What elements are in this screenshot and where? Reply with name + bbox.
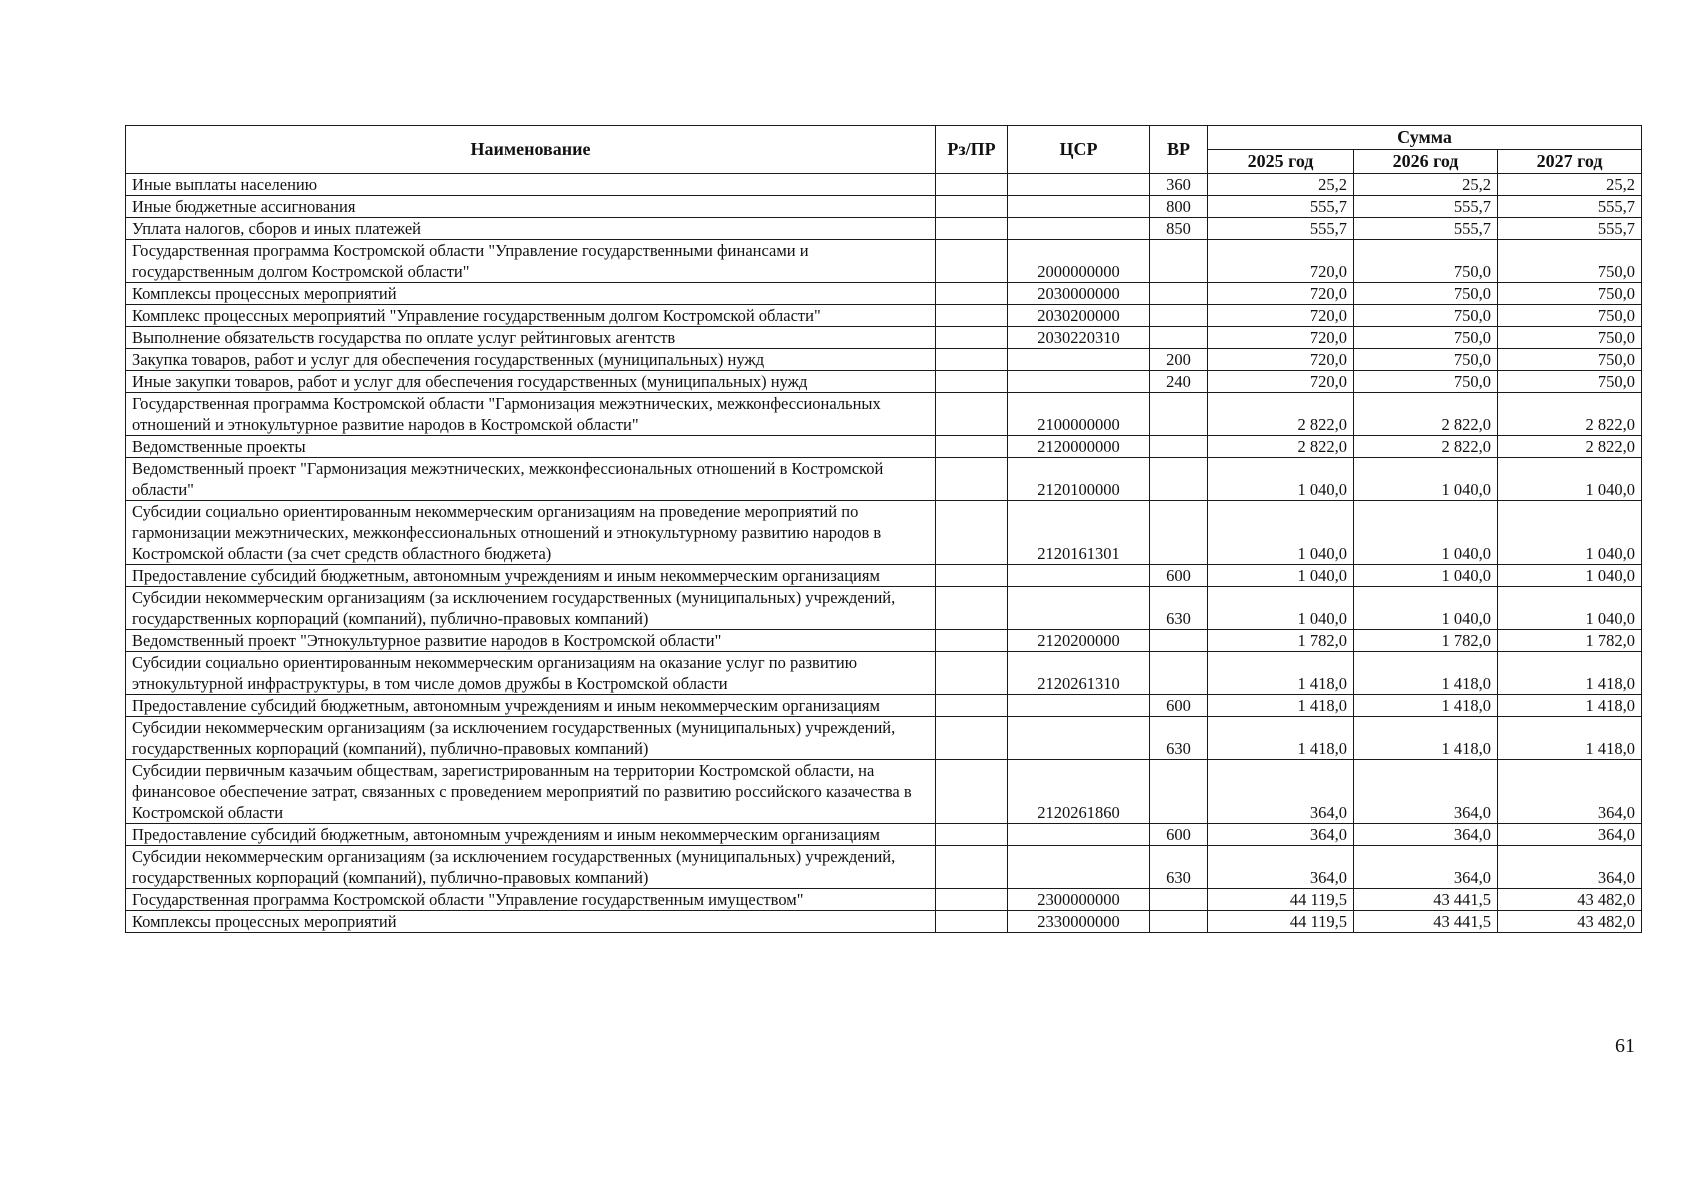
header-vr: ВР [1150, 126, 1208, 174]
cell-rzpr [936, 630, 1008, 652]
cell-2025: 25,2 [1208, 174, 1354, 196]
cell-csr [1008, 218, 1150, 240]
table-row [126, 587, 1642, 630]
cell-name: Выполнение обязательств государства по оплате услуг рейтинговых агентств [126, 327, 936, 349]
table-row [126, 371, 1642, 393]
cell-rzpr [936, 911, 1008, 933]
header-year-2027: 2027 год [1498, 150, 1642, 174]
cell-name: Субсидии социально ориентированным некоммерческим организациям на оказание услуг по развитию этнокультурной инфраструктуры, в том числе домов дружбы в Костромской области [126, 652, 936, 695]
budget-table-wrapper [125, 125, 1641, 933]
cell-2027: 2 822,0 [1498, 393, 1642, 436]
cell-2025: 1 040,0 [1208, 565, 1354, 587]
cell-name: Закупка товаров, работ и услуг для обеспечения государственных (муниципальных) нужд [126, 349, 936, 371]
cell-2025: 1 782,0 [1208, 630, 1354, 652]
cell-csr: 2330000000 [1008, 911, 1150, 933]
cell-vr: 630 [1150, 717, 1208, 760]
cell-2025: 2 822,0 [1208, 436, 1354, 458]
table-row [126, 565, 1642, 587]
cell-name: Субсидии некоммерческим организациям (за исключением государственных (муниципальных) учреждений, государственных корпораций (компаний), публично-правовых компаний) [126, 587, 936, 630]
cell-2027: 1 040,0 [1498, 565, 1642, 587]
cell-name: Ведомственные проекты [126, 436, 936, 458]
header-sum: Сумма [1208, 126, 1642, 150]
cell-2026: 1 418,0 [1354, 652, 1498, 695]
cell-csr: 2120261860 [1008, 760, 1150, 824]
cell-2027: 1 782,0 [1498, 630, 1642, 652]
cell-2025: 2 822,0 [1208, 393, 1354, 436]
table-row [126, 436, 1642, 458]
table-row [126, 911, 1642, 933]
cell-name: Комплексы процессных мероприятий [126, 911, 936, 933]
cell-rzpr [936, 760, 1008, 824]
table-row [126, 695, 1642, 717]
cell-csr: 2030220310 [1008, 327, 1150, 349]
cell-vr: 630 [1150, 587, 1208, 630]
cell-rzpr [936, 501, 1008, 565]
cell-rzpr [936, 695, 1008, 717]
cell-2025: 1 418,0 [1208, 652, 1354, 695]
table-row [126, 283, 1642, 305]
table-row [126, 717, 1642, 760]
cell-csr [1008, 196, 1150, 218]
cell-rzpr [936, 652, 1008, 695]
cell-csr: 2000000000 [1008, 240, 1150, 283]
cell-vr [1150, 652, 1208, 695]
cell-vr: 600 [1150, 565, 1208, 587]
cell-rzpr [936, 283, 1008, 305]
cell-rzpr [936, 458, 1008, 501]
cell-rzpr [936, 717, 1008, 760]
cell-name: Иные закупки товаров, работ и услуг для обеспечения государственных (муниципальных) нужд [126, 371, 936, 393]
table-row [126, 846, 1642, 889]
cell-rzpr [936, 349, 1008, 371]
cell-rzpr [936, 327, 1008, 349]
cell-rzpr [936, 371, 1008, 393]
cell-2026: 750,0 [1354, 283, 1498, 305]
cell-rzpr [936, 436, 1008, 458]
cell-vr: 600 [1150, 824, 1208, 846]
cell-2026: 2 822,0 [1354, 436, 1498, 458]
cell-2027: 1 040,0 [1498, 501, 1642, 565]
cell-2025: 720,0 [1208, 349, 1354, 371]
cell-vr [1150, 327, 1208, 349]
cell-2026: 750,0 [1354, 240, 1498, 283]
cell-2026: 364,0 [1354, 760, 1498, 824]
cell-csr [1008, 824, 1150, 846]
cell-2025: 364,0 [1208, 846, 1354, 889]
cell-csr [1008, 565, 1150, 587]
cell-2027: 1 418,0 [1498, 652, 1642, 695]
cell-csr [1008, 587, 1150, 630]
cell-name: Предоставление субсидий бюджетным, автономным учреждениям и иным некоммерческим организациям [126, 565, 936, 587]
cell-2026: 25,2 [1354, 174, 1498, 196]
table-row [126, 327, 1642, 349]
cell-2027: 750,0 [1498, 305, 1642, 327]
table-row [126, 196, 1642, 218]
cell-name: Государственная программа Костромской области "Управление государственными финансами и государственным долгом Костромской области" [126, 240, 936, 283]
cell-2025: 1 040,0 [1208, 587, 1354, 630]
cell-2025: 555,7 [1208, 196, 1354, 218]
cell-2027: 43 482,0 [1498, 889, 1642, 911]
cell-2026: 750,0 [1354, 349, 1498, 371]
cell-2026: 43 441,5 [1354, 911, 1498, 933]
cell-csr: 2100000000 [1008, 393, 1150, 436]
cell-name: Субсидии социально ориентированным некоммерческим организациям на проведение мероприятий по гармонизации межэтнических, межконфессиональных отношений и этнокультурному развитию народов в Костромской области (за счет средств областного бюджета) [126, 501, 936, 565]
table-row [126, 760, 1642, 824]
cell-2025: 720,0 [1208, 240, 1354, 283]
cell-2026: 364,0 [1354, 824, 1498, 846]
cell-name: Государственная программа Костромской области "Управление государственным имуществом" [126, 889, 936, 911]
cell-2027: 2 822,0 [1498, 436, 1642, 458]
cell-2027: 750,0 [1498, 327, 1642, 349]
cell-rzpr [936, 393, 1008, 436]
cell-csr: 2120200000 [1008, 630, 1150, 652]
cell-2026: 2 822,0 [1354, 393, 1498, 436]
cell-2025: 44 119,5 [1208, 911, 1354, 933]
cell-csr [1008, 371, 1150, 393]
cell-2025: 44 119,5 [1208, 889, 1354, 911]
cell-csr [1008, 349, 1150, 371]
cell-name: Иные бюджетные ассигнования [126, 196, 936, 218]
cell-2026: 555,7 [1354, 218, 1498, 240]
cell-2027: 750,0 [1498, 371, 1642, 393]
cell-2026: 43 441,5 [1354, 889, 1498, 911]
cell-2025: 720,0 [1208, 283, 1354, 305]
cell-2025: 720,0 [1208, 327, 1354, 349]
cell-csr [1008, 846, 1150, 889]
table-body [126, 174, 1642, 933]
cell-csr [1008, 717, 1150, 760]
cell-2027: 25,2 [1498, 174, 1642, 196]
cell-2027: 750,0 [1498, 283, 1642, 305]
cell-rzpr [936, 846, 1008, 889]
table-row [126, 393, 1642, 436]
header-year-2026: 2026 год [1354, 150, 1498, 174]
cell-name: Субсидии некоммерческим организациям (за исключением государственных (муниципальных) учреждений, государственных корпораций (компаний), публично-правовых компаний) [126, 846, 936, 889]
cell-2026: 1 418,0 [1354, 695, 1498, 717]
cell-2026: 1 040,0 [1354, 587, 1498, 630]
cell-rzpr [936, 196, 1008, 218]
cell-2027: 555,7 [1498, 218, 1642, 240]
cell-2025: 1 040,0 [1208, 458, 1354, 501]
cell-rzpr [936, 305, 1008, 327]
cell-name: Предоставление субсидий бюджетным, автономным учреждениям и иным некоммерческим организациям [126, 824, 936, 846]
cell-csr: 2030000000 [1008, 283, 1150, 305]
cell-name: Уплата налогов, сборов и иных платежей [126, 218, 936, 240]
cell-csr: 2120000000 [1008, 436, 1150, 458]
cell-2027: 364,0 [1498, 846, 1642, 889]
cell-2027: 750,0 [1498, 349, 1642, 371]
header-year-2025: 2025 год [1208, 150, 1354, 174]
cell-name: Комплекс процессных мероприятий "Управление государственным долгом Костромской области" [126, 305, 936, 327]
cell-name: Субсидии первичным казачьим обществам, зарегистрированным на территории Костромской области, на финансовое обеспечение затрат, связанных с проведением мероприятий по развитию российского казачества в Костромской области [126, 760, 936, 824]
cell-vr: 360 [1150, 174, 1208, 196]
cell-2025: 720,0 [1208, 305, 1354, 327]
cell-csr: 2030200000 [1008, 305, 1150, 327]
cell-rzpr [936, 218, 1008, 240]
table-header [126, 126, 1642, 174]
cell-2025: 1 418,0 [1208, 695, 1354, 717]
cell-2026: 1 040,0 [1354, 501, 1498, 565]
page-number: 61 [1615, 1035, 1635, 1057]
cell-vr [1150, 760, 1208, 824]
cell-2027: 1 418,0 [1498, 717, 1642, 760]
cell-2025: 1 040,0 [1208, 501, 1354, 565]
cell-name: Иные выплаты населению [126, 174, 936, 196]
cell-2027: 1 418,0 [1498, 695, 1642, 717]
cell-2026: 750,0 [1354, 327, 1498, 349]
cell-name: Комплексы процессных мероприятий [126, 283, 936, 305]
cell-vr [1150, 889, 1208, 911]
cell-csr [1008, 174, 1150, 196]
cell-name: Предоставление субсидий бюджетным, автономным учреждениям и иным некоммерческим организациям [126, 695, 936, 717]
cell-2025: 555,7 [1208, 218, 1354, 240]
table-row [126, 218, 1642, 240]
cell-vr: 630 [1150, 846, 1208, 889]
cell-csr: 2120161301 [1008, 501, 1150, 565]
cell-2027: 43 482,0 [1498, 911, 1642, 933]
cell-rzpr [936, 240, 1008, 283]
cell-rzpr [936, 174, 1008, 196]
cell-vr [1150, 305, 1208, 327]
table-row [126, 174, 1642, 196]
cell-2027: 1 040,0 [1498, 458, 1642, 501]
cell-name: Ведомственный проект "Этнокультурное развитие народов в Костромской области" [126, 630, 936, 652]
cell-2025: 364,0 [1208, 760, 1354, 824]
cell-csr: 2300000000 [1008, 889, 1150, 911]
cell-name: Субсидии некоммерческим организациям (за исключением государственных (муниципальных) учреждений, государственных корпораций (компаний), публично-правовых компаний) [126, 717, 936, 760]
header-csr: ЦСР [1008, 126, 1150, 174]
header-name: Наименование [126, 126, 936, 174]
cell-vr [1150, 630, 1208, 652]
cell-vr: 600 [1150, 695, 1208, 717]
cell-2027: 1 040,0 [1498, 587, 1642, 630]
table-row [126, 501, 1642, 565]
cell-vr [1150, 240, 1208, 283]
cell-vr [1150, 436, 1208, 458]
table-row [126, 889, 1642, 911]
table-row [126, 349, 1642, 371]
cell-vr [1150, 283, 1208, 305]
table-row [126, 240, 1642, 283]
cell-2025: 720,0 [1208, 371, 1354, 393]
cell-2026: 1 418,0 [1354, 717, 1498, 760]
table-row [126, 652, 1642, 695]
cell-vr: 240 [1150, 371, 1208, 393]
cell-2025: 1 418,0 [1208, 717, 1354, 760]
cell-csr: 2120100000 [1008, 458, 1150, 501]
cell-vr [1150, 911, 1208, 933]
table-row [126, 458, 1642, 501]
budget-table [125, 125, 1642, 933]
cell-vr [1150, 501, 1208, 565]
cell-vr: 850 [1150, 218, 1208, 240]
header-rzpr: Рз/ПР [936, 126, 1008, 174]
cell-csr: 2120261310 [1008, 652, 1150, 695]
cell-2027: 555,7 [1498, 196, 1642, 218]
cell-2026: 750,0 [1354, 371, 1498, 393]
cell-csr [1008, 695, 1150, 717]
cell-vr [1150, 393, 1208, 436]
cell-vr [1150, 458, 1208, 501]
cell-2025: 364,0 [1208, 824, 1354, 846]
cell-name: Ведомственный проект "Гармонизация межэтнических, межконфессиональных отношений в Костромской области" [126, 458, 936, 501]
cell-vr: 800 [1150, 196, 1208, 218]
cell-2026: 364,0 [1354, 846, 1498, 889]
cell-rzpr [936, 587, 1008, 630]
table-row [126, 824, 1642, 846]
cell-2026: 750,0 [1354, 305, 1498, 327]
cell-2026: 1 040,0 [1354, 458, 1498, 501]
table-row [126, 630, 1642, 652]
cell-vr: 200 [1150, 349, 1208, 371]
cell-2027: 750,0 [1498, 240, 1642, 283]
table-row [126, 305, 1642, 327]
cell-2026: 1 782,0 [1354, 630, 1498, 652]
cell-2027: 364,0 [1498, 760, 1642, 824]
cell-rzpr [936, 889, 1008, 911]
cell-2026: 555,7 [1354, 196, 1498, 218]
cell-2027: 364,0 [1498, 824, 1642, 846]
cell-name: Государственная программа Костромской области "Гармонизация межэтнических, межконфессиональных отношений и этнокультурное развитие народов в Костромской области" [126, 393, 936, 436]
cell-2026: 1 040,0 [1354, 565, 1498, 587]
cell-rzpr [936, 565, 1008, 587]
cell-rzpr [936, 824, 1008, 846]
